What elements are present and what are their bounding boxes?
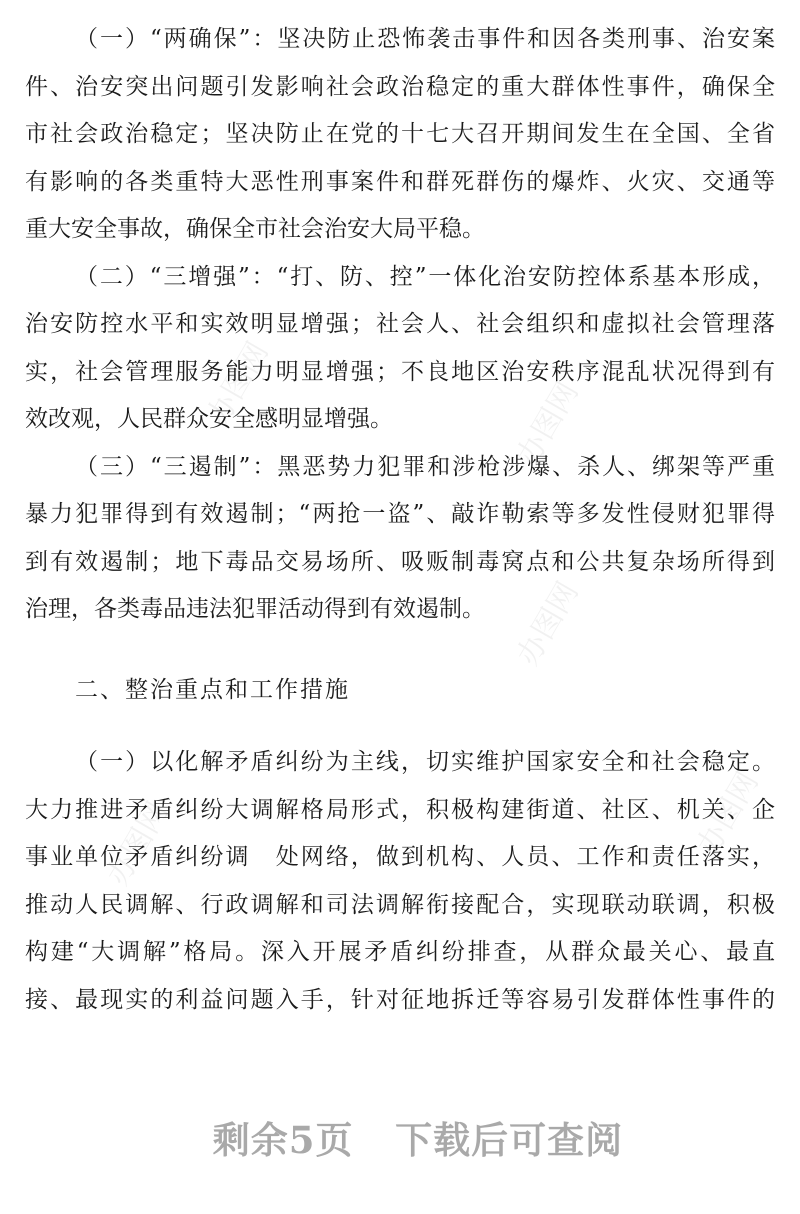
paragraph-three-strengthen (25, 254, 775, 444)
measures-paragraph (25, 739, 775, 1024)
text-line: （一）以化解矛盾纠纷为主线，切实维护国家安全和社会稳定。 (75, 749, 775, 775)
watermark: 办图网 (510, 576, 586, 672)
text-line: 构建“大调解”格局。深入开展矛盾纠纷排查，从群众最关心、最直 (25, 939, 775, 965)
text-line: 重大安全事故，确保全市社会治安大局平稳。 (25, 216, 485, 242)
text-line: 效改观，人民群众安全感明显增强。 (25, 406, 393, 432)
text-line: 暴力犯罪得到有效遏制；“两抢一盗”、敲诈勒索等多发性侵财犯罪得 (25, 501, 775, 527)
text-line: 有影响的各类重特大恶性刑事案件和群死群伤的爆炸、火灾、交通等 (25, 168, 775, 195)
text-line: （二）“三增强”：“打、防、控”一体化治安防控体系基本形成， (75, 263, 775, 290)
text-line: 治理，各类毒品违法犯罪活动得到有效遏制。 (25, 596, 485, 622)
text-line: 到有效遏制；地下毒品交易场所、吸贩制毒窝点和公共复杂场所得到 (25, 548, 775, 575)
text-line: 大力推进矛盾纠纷大调解格局形式，积极构建街道、社区、机关、企 (25, 796, 775, 823)
text-line: 市社会政治稳定；坚决防止在党的十七大召开期间发生在全国、全省 (25, 121, 775, 147)
text-line: （一）“两确保”：坚决防止恐怖袭击事件和因各类刑事、治安案 (75, 26, 775, 52)
watermark: 办图网 (510, 376, 586, 472)
section-heading: 二、整治重点和工作措施 (75, 677, 350, 703)
text-line: 接、最现实的利益问题入手，针对征地拆迁等容易引发群体性事件的 (25, 986, 775, 1013)
paragraph-two-ensures (25, 16, 775, 254)
text-line: 件、治安突出问题引发影响社会政治稳定的重大群体性事件，确保全 (25, 73, 775, 100)
paragraph-three-curb (25, 444, 775, 634)
text-line: 推动人民调解、行政调解和司法调解衔接配合，实现联动联调，积极 (25, 891, 775, 918)
watermark: 办图网 (690, 766, 766, 862)
text-line: 实，社会管理服务能力明显增强；不良地区治安秩序混乱状况得到有 (25, 358, 775, 385)
remaining-pages-notice[interactable]: 剩余5页 下载后可查阅 (212, 1118, 624, 1162)
text-line: （三）“三遏制”：黑恶势力犯罪和涉枪涉爆、杀人、绑架等严重 (75, 453, 775, 480)
watermark: 办图网 (100, 796, 176, 892)
text-line: 治安防控水平和实效明显增强；社会人、社会组织和虚拟社会管理落 (25, 311, 775, 337)
text-line: 事业单位矛盾纠纷调 处网络，做到机构、人员、工作和责任落实， (25, 844, 775, 870)
watermark: 办图网 (200, 336, 276, 432)
goals-section (25, 16, 775, 634)
